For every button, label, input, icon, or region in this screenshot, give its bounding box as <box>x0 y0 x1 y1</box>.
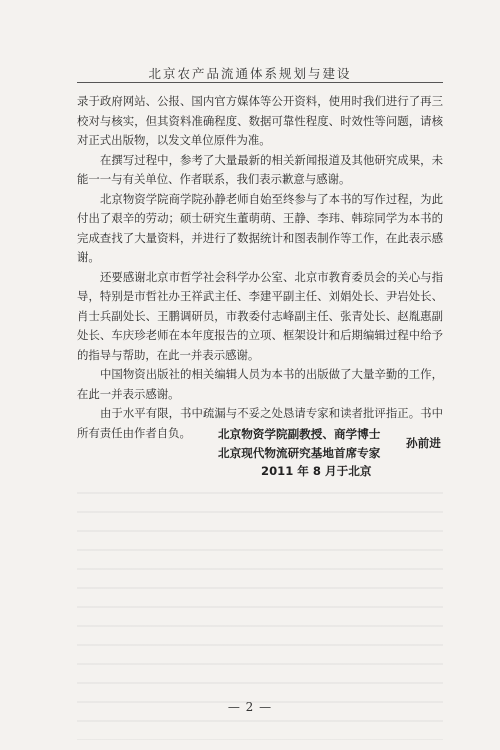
running-header: 北京农产品流通体系规划与建设 <box>148 66 352 81</box>
body-text <box>77 92 443 443</box>
paragraph-references: 在撰写过程中，参考了大量最新的相关新闻报道及其他研究成果，未能一一与有关单位、作者联系，我们表示歉意与感谢。 <box>77 152 443 186</box>
paragraph-disclaimer: 由于水平有限，书中疏漏与不妥之处恳请专家和读者批评指正。书中所有责任由作者自负。 <box>77 406 443 440</box>
header-rule <box>77 82 443 83</box>
page-number: — 2 — <box>227 700 273 714</box>
signature-date: 2011 年 8 月于北京 <box>261 464 372 478</box>
author-name: 孙前进 <box>406 436 441 450</box>
author-title-line-1: 北京物资学院副教授、商学博士 <box>218 427 381 441</box>
paragraph-sources-continued: 录于政府网站、公报、国内官方媒体等公开资料，使用时我们进行了再三校对与核实，但其资料准确程度、数据可靠性程度、时效性等问题，请核对正式出版物，以发文单位原件为准。 <box>77 94 443 147</box>
paragraph-thanks-contributors: 北京物资学院商学院孙静老师自始至终参与了本书的写作过程，为此付出了艰辛的劳动；硕士研究生董萌萌、王静、李玮、韩琮同学为本书的完成查找了大量资料，并进行了数据统计和图表制作等工作，在此表示感谢。 <box>77 191 443 264</box>
paragraph-thanks-publisher: 中国物资出版社的相关编辑人员为本书的出版做了大量辛勤的工作，在此一并表示感谢。 <box>77 367 443 401</box>
author-title-line-2: 北京现代物流研究基地首席专家 <box>218 446 381 460</box>
paragraph-thanks-officials: 还要感谢北京市哲学社会科学办公室、北京市教育委员会的关心与指导，特别是市哲社办王祥武主任、李建平副主任、刘娟处长、尹岩处长、肖士兵副处长、王鹏调研员，市教委付志峰副主任、张青处长、赵胤惠副处长、车庆珍老师在本年度报告的立项、框架设计和后期编辑过程中给予的指导与帮助，在此一并表示感谢。 <box>77 269 443 362</box>
